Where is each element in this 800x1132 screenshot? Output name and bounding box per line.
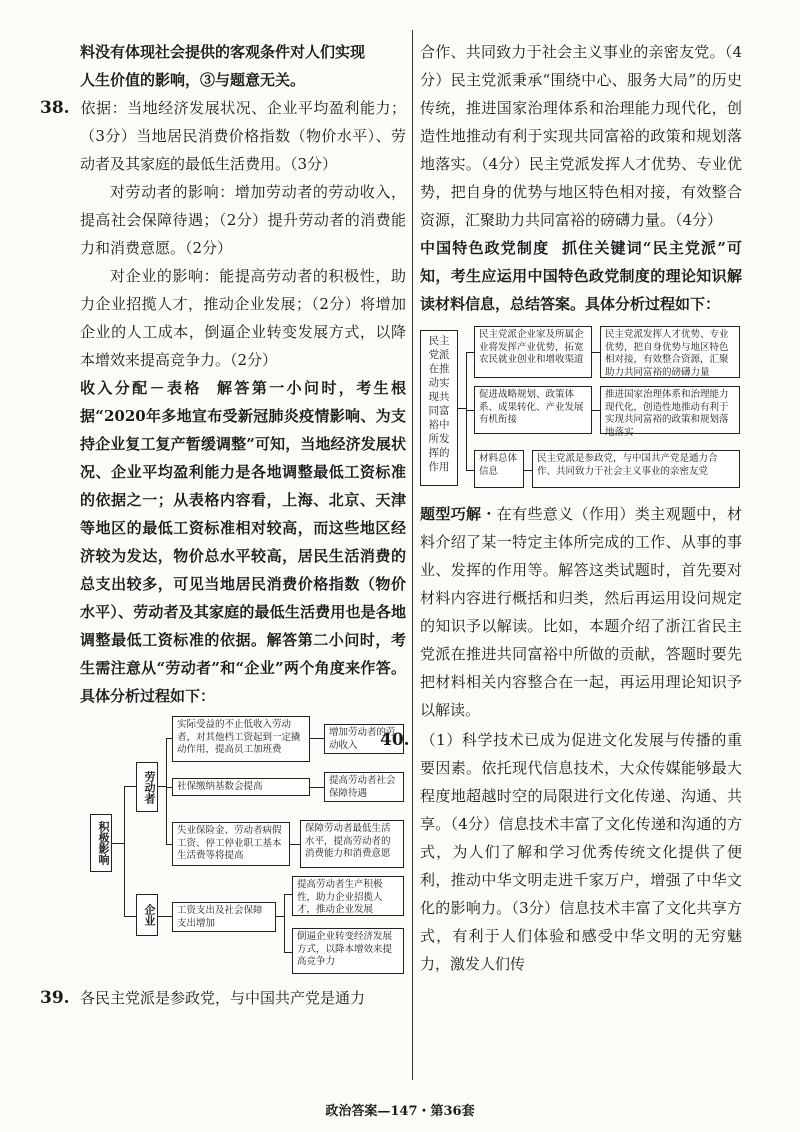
continuation-text: 料没有体现社会提供的客观条件对人们实现 人生价值的影响，③与题意无关。 (80, 43, 366, 89)
question-38-number: 38. (40, 98, 70, 118)
diagram-enterprise: 企业 (136, 894, 158, 936)
diagram-row-1-left: 民主党派企业家及所属企业将发挥产业优势，拓宽农民就业创业和增收渠道 (474, 326, 592, 378)
diagram-worker-item-1: 实际受益的不止低收入劳动者，对其他档工资起到一定撬动作用，提高员工加班费 (172, 716, 310, 762)
diagram-worker: 劳动者 (136, 762, 158, 812)
democratic-parties-diagram (420, 326, 742, 492)
column-divider (412, 30, 413, 1080)
diagram-worker-result-2: 提高劳动者社会保障待遇 (324, 772, 404, 802)
question-38-analysis: 收入分配－表格 解答第一小问时，考生根据“2020年多地宣布受新冠肺炎疫情影响、为支持企业复工复产暂缓调整”可知，当地经济发展状况、企业平均盈利能力是各地调整最低工资标准的依据之一；从表格内容看，上海、北京、天津等地区的最低工资标准相对较高，而这些地区经济较为发达，物价总水平较高，居民生活消费的总支出较多，可见当地居民消费价格指数（物价水平）、劳动者及其家庭的最低生活费用也是各地调整最低工资标准的依据。解答第二小问时，考生需注意从“劳动者”和“企业”两个角度来作答。具体分析过程如下： (80, 379, 406, 705)
diagram-root: 民主党派在推动实现共同富裕中所发挥的作用 (420, 330, 458, 486)
left-column (40, 38, 406, 1012)
diagram-row-1-right: 民主党派发挥人才优势、专业优势，把自身优势与地区特色相对接，有效整合资源，汇聚助力共同富裕的磅礴力量 (600, 326, 740, 378)
question-40-number: 40. (380, 730, 410, 750)
question-39-number: 39. (40, 988, 70, 1008)
diagram-worker-item-3: 失业保险金、劳动者病假工资、停工停业职工基本生活费等将提高 (172, 822, 290, 866)
diagram-row-2-left: 促进战略规划、政策体系、成果转化、产业发展有机衔接 (474, 386, 592, 434)
question-40-answer: 40. （1）科学技术已成为促进文化发展与传播的重要因素。依托现代信息技术，大众传媒能够最大程度地超越时空的局限进行文化传递、沟通、共享。（4分）信息技术丰富了文化传递和沟通的方式，为人们了解和学习优秀传统文化提供了便利，推动中华文明走进千家万户，增强了中华文化的影响力。（3分）信息技术丰富了文化共享方式，有利于人们体验和感受中华文明的无穷魅力，激发人们传 (420, 726, 742, 978)
tip-tag: 题型巧解 (420, 505, 482, 523)
diagram-worker-result-1: 增加劳动者的劳动收入 (324, 724, 404, 754)
page-footer: 政治答案—147・第36套 (325, 1104, 475, 1119)
diagram-row-3-right: 民主党派是参政党，与中国共产党是通力合作、共同致力于社会主义事业的亲密友党 (532, 450, 740, 488)
diagram-worker-item-2: 社保缴纳基数会提高 (172, 778, 310, 796)
diagram-enterprise-result-1: 提高劳动者生产积极性，助力企业招揽人才，推动企业发展 (292, 876, 404, 916)
diagram-row-2-right: 推进国家治理体系和治理能力现代化，创造性地推动有利于实现共同富裕的政策和规划落地落实 (600, 386, 740, 434)
question-39-analysis: 中国特色政党制度 抓住关键词“民主党派”可知，考生应运用中国特色政党制度的理论知识解读材料信息，总结答案。具体分析过程如下： (420, 239, 742, 313)
question-39-answer: 合作、共同致力于社会主义事业的亲密友党。（4分）民主党派秉承“围绕中心、服务大局”的历史传统，推进国家治理体系和治理能力现代化，创造性地推动有利于实现共同富裕的政策和规划落地落实。（4分）民主党派发挥人才优势、专业优势，把自身的优势与地区特色相对接，有效整合资源，汇聚助力共同富裕的磅礴力量。（4分） (420, 43, 742, 229)
question-38-basis: 38. 依据：当地经济发展状况、企业平均盈利能力；（3分）当地居民消费价格指数（物价水平）、劳动者及其家庭的最低生活费用。（3分） (80, 94, 406, 178)
right-column (380, 38, 742, 978)
question-38-worker-impact: 对劳动者的影响：增加劳动者的劳动收入，提高社会保障待遇；（2分）提升劳动者的消费能力和消费意愿。（2分） (80, 183, 406, 257)
question-39-start: 39. 各民主党派是参政党，与中国共产党是通力 (80, 984, 406, 1012)
diagram-row-3-left: 材料总体信息 (474, 450, 524, 488)
positive-impact-diagram (80, 716, 406, 978)
question-38-enterprise-impact: 对企业的影响：能提高劳动者的积极性，助力企业招揽人才，推动企业发展；（2分）将增加企业的人工成本，倒逼企业转变发展方式，以降本增效来提高竞争力。（2分） (80, 267, 406, 369)
diagram-enterprise-result-2: 倒逼企业转变经济发展方式，以降本增效来提高竞争力 (292, 928, 404, 974)
analysis-tag: 收入分配－表格 (80, 379, 202, 397)
diagram-enterprise-item: 工资支出及社会保障支出增加 (172, 902, 276, 932)
diagram-worker-result-3: 保障劳动者最低生活水平，提高劳动者的消费能力和消费意愿 (300, 820, 404, 868)
analysis-tag: 中国特色政党制度 (420, 239, 550, 257)
diagram-root: 积极影响 (90, 814, 112, 872)
solving-tip: 题型巧解・在有些意义（作用）类主观题中，材料介绍了某一特定主体所完成的工作、从事的事业、发挥的作用等。解答这类试题时，首先要对材料内容进行概括和归类，然后再运用设问规定的知识予以解读。比如，本题介绍了浙江省民主党派在推进共同富裕中所做的贡献，答题时要先把材料相关内容整合在一起，再运用理论知识予以解读。 (420, 505, 742, 719)
